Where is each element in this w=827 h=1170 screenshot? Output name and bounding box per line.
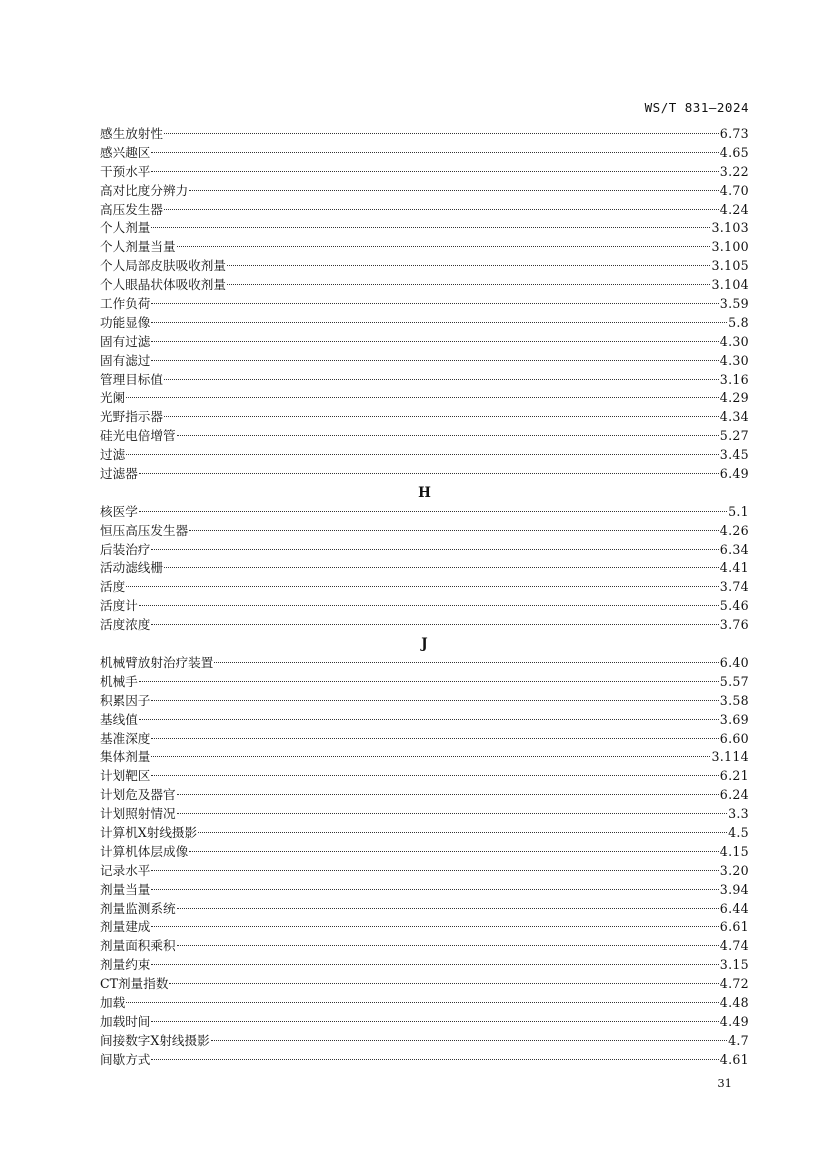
index-entry bbox=[100, 900, 749, 919]
section-letter: H bbox=[418, 484, 431, 501]
index-entry bbox=[100, 1013, 749, 1032]
index-ref: 3.76 bbox=[719, 617, 749, 633]
index-ref: 6.49 bbox=[719, 466, 749, 482]
index-entry bbox=[100, 503, 749, 522]
index-entry bbox=[100, 201, 749, 220]
index-ref: 5.57 bbox=[719, 673, 749, 689]
dot-leader bbox=[151, 227, 710, 228]
index-term: 剂量面积乘积 bbox=[100, 938, 176, 954]
index-ref: 4.30 bbox=[719, 333, 749, 349]
index-ref: 4.72 bbox=[719, 976, 749, 992]
dot-leader bbox=[164, 209, 719, 210]
index-term: 感生放射性 bbox=[100, 126, 163, 141]
dot-leader bbox=[151, 341, 718, 342]
index-term: 计划危及器官 bbox=[100, 787, 176, 803]
index-term: 个人剂量 bbox=[100, 220, 151, 236]
index-term: 功能显像 bbox=[100, 314, 151, 330]
index-ref: 4.49 bbox=[719, 1013, 749, 1029]
index-entry bbox=[100, 786, 749, 805]
dot-leader bbox=[177, 813, 728, 814]
index-term: 加载 bbox=[100, 994, 126, 1010]
index-ref: 4.29 bbox=[719, 390, 749, 406]
index-ref: 3.114 bbox=[711, 749, 749, 765]
index-entry bbox=[100, 748, 749, 767]
index-ref: 4.5 bbox=[728, 824, 749, 840]
index-ref: 4.26 bbox=[719, 522, 749, 538]
index-term: 高压发生器 bbox=[100, 201, 163, 217]
index-entry bbox=[100, 881, 749, 900]
index-ref: 3.69 bbox=[719, 711, 749, 727]
index-ref: 3.104 bbox=[711, 277, 749, 293]
index-term: 计划照射情况 bbox=[100, 806, 176, 822]
index-list bbox=[100, 125, 749, 1070]
dot-leader bbox=[164, 567, 719, 568]
dot-leader bbox=[151, 360, 718, 361]
index-ref: 6.24 bbox=[719, 787, 749, 803]
index-entry bbox=[100, 956, 749, 975]
dot-leader bbox=[126, 1002, 719, 1003]
index-term: 固有过滤 bbox=[100, 333, 151, 349]
index-entry bbox=[100, 673, 749, 692]
index-ref: 4.15 bbox=[719, 843, 749, 859]
dot-leader bbox=[126, 397, 719, 398]
index-ref: 4.61 bbox=[719, 1051, 749, 1067]
index-term: 过滤 bbox=[100, 447, 126, 463]
index-term: 光野指示器 bbox=[100, 409, 163, 425]
index-entry bbox=[100, 937, 749, 956]
index-ref: 4.30 bbox=[719, 352, 749, 368]
index-entry bbox=[100, 559, 749, 578]
index-entry bbox=[100, 427, 749, 446]
dot-leader bbox=[151, 700, 718, 701]
index-term: 活度计 bbox=[100, 598, 138, 614]
standard-code: WS/T 831—2024 bbox=[644, 100, 749, 115]
index-entry bbox=[100, 1032, 749, 1051]
index-entry bbox=[100, 276, 749, 295]
index-entry bbox=[100, 144, 749, 163]
index-entry bbox=[100, 465, 749, 484]
index-term: 机械手 bbox=[100, 673, 138, 689]
index-term: 固有滤过 bbox=[100, 352, 151, 368]
index-entry bbox=[100, 352, 749, 371]
dot-leader bbox=[164, 416, 719, 417]
index-term: 计算机X射线摄影 bbox=[100, 824, 198, 840]
index-term: 个人局部皮肤吸收剂量 bbox=[100, 258, 226, 274]
index-entry bbox=[100, 994, 749, 1013]
index-term: 间歇方式 bbox=[100, 1051, 151, 1067]
index-term: 活动滤线栅 bbox=[100, 560, 163, 576]
dot-leader bbox=[151, 775, 718, 776]
index-entry bbox=[100, 408, 749, 427]
page-number: 31 bbox=[717, 1076, 732, 1090]
index-term: 光阑 bbox=[100, 390, 126, 406]
index-term: 计算机体层成像 bbox=[100, 843, 189, 859]
section-letter: J bbox=[421, 636, 428, 653]
index-term: 集体剂量 bbox=[100, 749, 151, 765]
dot-leader bbox=[214, 662, 718, 663]
index-entry bbox=[100, 578, 749, 597]
dot-leader bbox=[227, 265, 711, 266]
index-term: 剂量监测系统 bbox=[100, 900, 176, 916]
index-entry bbox=[100, 182, 749, 201]
index-entry bbox=[100, 862, 749, 881]
index-entry bbox=[100, 711, 749, 730]
index-term: 剂量当量 bbox=[100, 881, 151, 897]
dot-leader bbox=[211, 1040, 727, 1041]
index-ref: 3.22 bbox=[719, 163, 749, 179]
index-ref: 6.40 bbox=[719, 654, 749, 670]
dot-leader bbox=[139, 511, 727, 512]
index-ref: 3.105 bbox=[711, 258, 749, 274]
index-entry bbox=[100, 446, 749, 465]
index-term: 基准深度 bbox=[100, 730, 151, 746]
index-entry bbox=[100, 597, 749, 616]
index-entry bbox=[100, 522, 749, 541]
index-ref: 6.44 bbox=[719, 900, 749, 916]
index-term: 剂量约束 bbox=[100, 957, 151, 973]
index-term: 管理目标值 bbox=[100, 371, 163, 387]
dot-leader bbox=[227, 284, 711, 285]
index-term: 机械臂放射治疗装置 bbox=[100, 654, 214, 670]
dot-leader bbox=[139, 605, 719, 606]
index-entry bbox=[100, 692, 749, 711]
index-term: 过滤器 bbox=[100, 466, 138, 482]
index-ref: 4.65 bbox=[719, 144, 749, 160]
dot-leader bbox=[151, 756, 710, 757]
dot-leader bbox=[139, 473, 719, 474]
dot-leader bbox=[151, 964, 718, 965]
dot-leader bbox=[151, 1021, 718, 1022]
index-term: 工作负荷 bbox=[100, 296, 151, 312]
index-entry bbox=[100, 295, 749, 314]
dot-leader bbox=[151, 549, 718, 550]
index-ref: 3.59 bbox=[719, 296, 749, 312]
dot-leader bbox=[177, 246, 711, 247]
index-term: 积累因子 bbox=[100, 692, 151, 708]
index-entry bbox=[100, 767, 749, 786]
dot-leader bbox=[198, 832, 727, 833]
index-term: 个人眼晶状体吸收剂量 bbox=[100, 277, 226, 293]
index-entry bbox=[100, 371, 749, 390]
dot-leader bbox=[177, 794, 719, 795]
index-entry bbox=[100, 843, 749, 862]
index-term: 个人剂量当量 bbox=[100, 239, 176, 255]
index-ref: 4.41 bbox=[719, 560, 749, 576]
index-ref: 3.74 bbox=[719, 579, 749, 595]
index-term: 后装治疗 bbox=[100, 541, 151, 557]
index-entry bbox=[100, 257, 749, 276]
index-ref: 5.27 bbox=[719, 428, 749, 444]
index-entry bbox=[100, 730, 749, 749]
dot-leader bbox=[169, 983, 718, 984]
dot-leader bbox=[126, 586, 719, 587]
index-term: 基线值 bbox=[100, 711, 138, 727]
index-term: 计划靶区 bbox=[100, 768, 151, 784]
dot-leader bbox=[164, 133, 719, 134]
index-term: CT剂量指数 bbox=[100, 976, 169, 992]
index-term: 活度 bbox=[100, 579, 126, 595]
index-entry bbox=[100, 541, 749, 560]
index-entry bbox=[100, 333, 749, 352]
dot-leader bbox=[151, 1059, 718, 1060]
index-ref: 6.21 bbox=[719, 768, 749, 784]
index-term: 剂量建成 bbox=[100, 919, 151, 935]
dot-leader bbox=[139, 719, 719, 720]
dot-leader bbox=[189, 190, 719, 191]
index-entry bbox=[100, 654, 749, 673]
index-term: 核医学 bbox=[100, 503, 138, 519]
dot-leader bbox=[177, 908, 719, 909]
dot-leader bbox=[164, 379, 719, 380]
index-ref: 5.8 bbox=[728, 314, 749, 330]
index-ref: 3.45 bbox=[719, 447, 749, 463]
index-ref: 5.1 bbox=[728, 503, 749, 519]
index-ref: 3.94 bbox=[719, 881, 749, 897]
index-ref: 4.24 bbox=[719, 201, 749, 217]
index-ref: 3.58 bbox=[719, 692, 749, 708]
index-ref: 6.34 bbox=[719, 541, 749, 557]
dot-leader bbox=[151, 624, 718, 625]
dot-leader bbox=[126, 454, 719, 455]
index-ref: 3.103 bbox=[711, 220, 749, 236]
dot-leader bbox=[151, 889, 718, 890]
index-entry bbox=[100, 824, 749, 843]
index-entry bbox=[100, 975, 749, 994]
index-entry bbox=[100, 616, 749, 635]
index-entry bbox=[100, 805, 749, 824]
index-term: 间接数字X射线摄影 bbox=[100, 1032, 210, 1048]
index-ref: 3.100 bbox=[711, 239, 749, 255]
index-term: 高对比度分辨力 bbox=[100, 182, 189, 198]
index-entry bbox=[100, 219, 749, 238]
dot-leader bbox=[151, 926, 718, 927]
index-ref: 4.74 bbox=[719, 938, 749, 954]
index-ref: 4.48 bbox=[719, 994, 749, 1010]
index-term: 活度浓度 bbox=[100, 617, 151, 633]
index-term: 记录水平 bbox=[100, 862, 151, 878]
index-entry bbox=[100, 238, 749, 257]
dot-leader bbox=[139, 681, 719, 682]
index-term: 加载时间 bbox=[100, 1013, 151, 1029]
index-ref: 6.61 bbox=[719, 919, 749, 935]
index-ref: 3.20 bbox=[719, 862, 749, 878]
dot-leader bbox=[189, 851, 719, 852]
index-ref: 4.7 bbox=[728, 1032, 749, 1048]
index-entry bbox=[100, 918, 749, 937]
index-term: 感兴趣区 bbox=[100, 144, 151, 160]
index-ref: 3.3 bbox=[728, 806, 749, 822]
index-ref: 5.46 bbox=[719, 598, 749, 614]
dot-leader bbox=[177, 435, 719, 436]
index-ref: 4.70 bbox=[719, 182, 749, 198]
dot-leader bbox=[189, 530, 719, 531]
index-ref: 4.34 bbox=[719, 409, 749, 425]
index-entry bbox=[100, 163, 749, 182]
dot-leader bbox=[151, 322, 727, 323]
index-term: 干预水平 bbox=[100, 163, 151, 179]
index-term: 硅光电倍增管 bbox=[100, 428, 176, 444]
index-entry bbox=[100, 314, 749, 333]
index-ref: 6.73 bbox=[719, 126, 749, 141]
index-term: 恒压高压发生器 bbox=[100, 522, 189, 538]
index-entry bbox=[100, 389, 749, 408]
dot-leader bbox=[151, 171, 718, 172]
dot-leader bbox=[151, 738, 718, 739]
index-ref: 3.15 bbox=[719, 957, 749, 973]
dot-leader bbox=[151, 870, 718, 871]
index-ref: 3.16 bbox=[719, 371, 749, 387]
dot-leader bbox=[177, 945, 719, 946]
dot-leader bbox=[151, 303, 718, 304]
index-ref: 6.60 bbox=[719, 730, 749, 746]
index-entry bbox=[100, 1051, 749, 1070]
dot-leader bbox=[151, 152, 718, 153]
index-entry bbox=[100, 125, 749, 144]
